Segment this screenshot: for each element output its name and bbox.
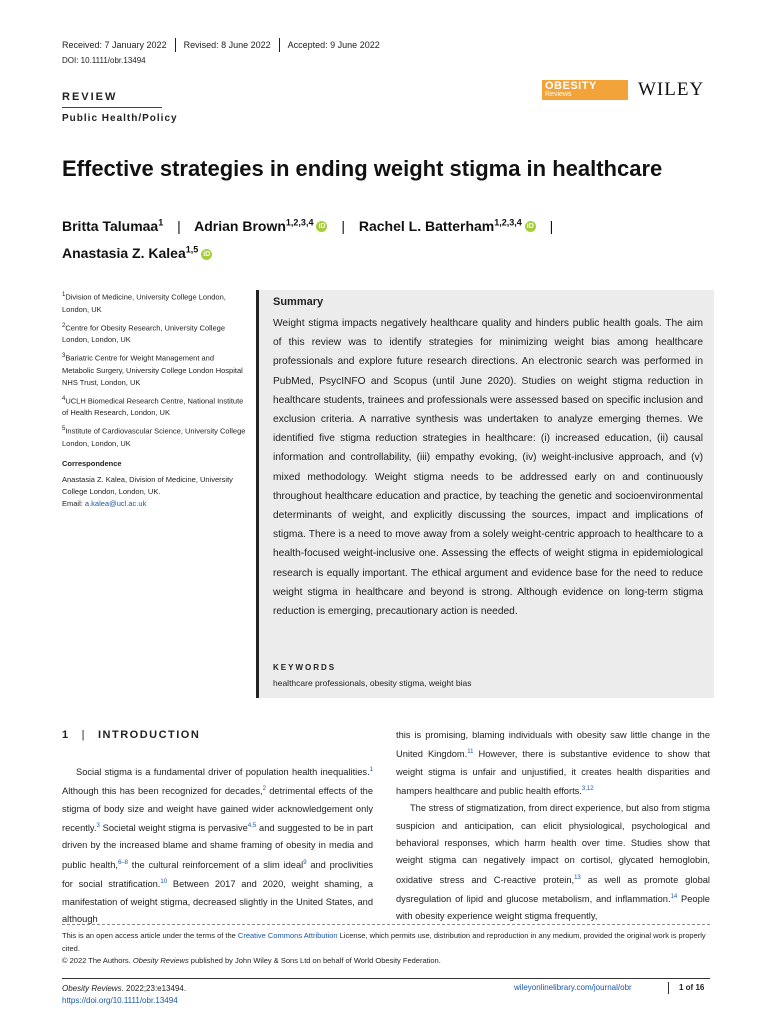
subject-category: Public Health/Policy: [62, 113, 178, 124]
keywords: healthcare professionals, obesity stigma, weight bias: [273, 678, 472, 688]
section-heading: 1 | INTRODUCTION: [62, 729, 201, 741]
affiliation: $^3$Bariatric Centre for Weight Management and Metabolic Surgery, University College London Hospital NHS Trust, London, UK: [62, 353, 243, 387]
revised-date: Revised: 8 June 2022: [183, 40, 271, 50]
author-name[interactable]: Britta Talumaa$^1$: [62, 217, 164, 234]
doi: DOI: 10.1111/obr.13494: [62, 56, 146, 65]
citation-ref[interactable]: 13: [574, 874, 581, 881]
doi-link[interactable]: https://doi.org/10.1111/obr.13494: [62, 996, 178, 1005]
citation-ref[interactable]: 10: [160, 879, 168, 886]
received-date: Received: 7 January 2022: [62, 40, 167, 50]
page-number: 1 of 16: [679, 983, 705, 992]
citation-ref[interactable]: 6–8: [117, 859, 128, 866]
author-name[interactable]: Adrian Brown$^{1,2,3,4}$: [194, 217, 314, 234]
divider: [62, 107, 162, 108]
author-separator: |: [341, 217, 345, 234]
citation-ref[interactable]: 2: [262, 786, 266, 793]
correspondence-heading: Correspondence: [62, 458, 122, 468]
citation-ref[interactable]: 11: [467, 749, 474, 756]
author-list: [62, 210, 712, 265]
summary-heading: Summary: [273, 296, 324, 308]
author-separator: |: [177, 217, 181, 234]
article-title: Effective strategies in ending weight stigma in healthcare: [62, 156, 663, 181]
affiliation: $^1$Division of Medicine, University College London, London, UK: [62, 292, 226, 314]
citation-ref[interactable]: 4,5: [247, 823, 257, 830]
citation: Obesity Reviews. 2022;23:e13494. https://doi.org/10.1111/obr.13494: [62, 984, 187, 1005]
obesity-reviews-logo[interactable]: [542, 80, 628, 100]
affiliations: [62, 289, 247, 510]
journal-site-link[interactable]: wileyonlinelibrary.com/journal/obr: [514, 983, 632, 992]
paragraph: this is promising, blaming individuals with obesity saw little change in the United Kingdom.$^{11}$ However, there is substantive evidence to show that weight stigma is unfair and unjustified, it creates health disparities and hampers healthcare and public health efforts.$^{3,12}$: [396, 730, 710, 797]
logo-text: OBESITY: [545, 80, 597, 92]
divider: [62, 924, 710, 925]
author-separator: |: [549, 217, 554, 234]
article-dates: [62, 38, 388, 52]
author-name[interactable]: Anastasia Z. Kalea$^{1,5}$: [62, 244, 199, 262]
orcid-icon[interactable]: iD: [318, 223, 326, 231]
divider: [62, 978, 710, 979]
divider: [668, 982, 669, 994]
orcid-icon[interactable]: iD: [203, 251, 211, 259]
citation-ref[interactable]: 9: [303, 859, 307, 866]
affiliation: $^5$Institute of Cardiovascular Science, University College London, London, UK: [62, 426, 246, 448]
correspondence-details: Anastasia Z. Kalea, Division of Medicine, University College London, London, UK. Email: a.kalea@ucl.ac.uk: [62, 474, 233, 508]
wiley-logo[interactable]: WILEY: [638, 79, 705, 100]
accepted-date: Accepted: 9 June 2022: [287, 40, 380, 50]
orcid-icon[interactable]: iD: [526, 223, 534, 231]
affiliation: $^2$Centre for Obesity Research, University College London, London, UK: [62, 322, 225, 344]
cc-license-link[interactable]: Creative Commons Attribution: [237, 931, 338, 940]
author-name[interactable]: Rachel L. Batterham$^{1,2,3,4}$: [358, 217, 522, 234]
paragraph: Social stigma is a fundamental driver of population health inequalities.$^1$ Although this has been recognized for decades,$^2$ detrimental effects of the stigma of body size and weight have gained wider acknowledgement only recently.$^3$ Societal weight stigma is pervasive$^{4,5}$ and suggested to be in part driven by the increased blame and shame framing of obesity in media and public health,$^{6-8}$ the cultural reinforcement of a slim ideal$^9$ and proclivities for social stratification.$^{10}$ Between 2017 and 2020, weight shaming, a manifestation of weight stigma, decreased slightly in the United States, and although: [62, 767, 374, 924]
citation-ref[interactable]: 3,12: [581, 785, 594, 792]
body-column-right: [396, 727, 710, 926]
keywords-heading: KEYWORDS: [273, 663, 337, 672]
citation-ref[interactable]: 1: [369, 767, 373, 773]
logo-subtext: Reviews: [545, 91, 572, 98]
email-link[interactable]: a.kalea@ucl.ac.uk: [84, 498, 147, 508]
citation-ref[interactable]: 3: [96, 823, 100, 830]
affiliation: $^4$UCLH Biomedical Research Centre, National Institute of Health Research, London, UK: [62, 395, 244, 417]
body-column-left: [62, 762, 373, 928]
abstract-box: [256, 290, 714, 698]
article-type: REVIEW: [62, 91, 118, 103]
paragraph: The stress of stigmatization, from direct experience, but also from stigma suspicion and anticipation, can elicit physiological, psychological and behavioral responses, which harm health over time. Studies show that weight stigma can negatively impact on cortisol, glycated hemoglobin, oxidative stress and C-reactive protein,$^{13}$ as well as promote global dysregulation of lipid and glucose metabolism, and inflammation.$^{14}$ People with obesity experience weight stigma frequently,: [396, 803, 710, 922]
license-notice: This is an open access article under the terms of the Creative Commons Attribution License, which permits use, distribution and reproduction in any medium, provided the original work is properly cited. © 2022 The Authors. Obesity Reviews published by John Wiley & Sons Ltd on behalf of World Obesity Federation.: [62, 931, 706, 965]
summary-text: Weight stigma impacts negatively healthcare quality and hinders public health goals. The aim of this review was to identify strategies for minimizing weight bias among healthcare professionals and explore future research directions. An electronic search was performed in PubMed, PsycINFO and Scopus (until June 2020). Studies on weight stigma reduction in healthcare students, trainees and professionals were assessed based on specific inclusion and exclusion criteria. A narrative synthesis was undertaken to analyze emerging themes. We identified five stigma reduction strategies in healthcare: (i) increased education, (ii) causal information and controllability, (iii) empathy evoking, (iv) weight-inclusive approach, and (v) mixed methodology. Weight stigma needs to be addressed early on and continuously throughout healthcare education and practice, by teaching the genetic and socioenvironmental determinants of weight, and explicitly discussing the sources, impact and implications of stigma. There is a need to move away from a solely weight-centric approach to healthcare to a health-focused weight-inclusive one. Assessing the effects of weight stigma in epidemiological research is equally important. The ethical argument and evidence base for the need to reduce weight stigma in healthcare and beyond is strong. Although evidence on long-term stigma reduction is emerging, precautionary action is needed.: [273, 318, 703, 618]
citation-ref[interactable]: 14: [670, 893, 678, 900]
